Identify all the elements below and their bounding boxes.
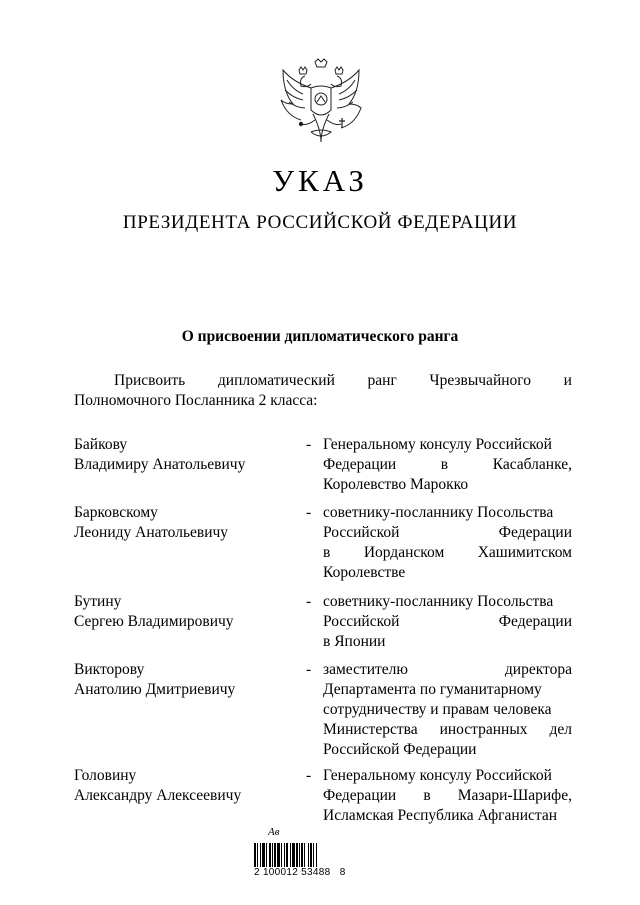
position-word: советнику-посланнику Посольства: [323, 504, 554, 521]
appointee-position: [323, 503, 572, 583]
position-line: [323, 435, 572, 455]
appointee-given-names: Леониду Анатольевичу: [74, 524, 229, 541]
position-word: сотрудничеству и правам человека: [323, 701, 552, 718]
appointee-name: [74, 503, 294, 543]
preamble: [74, 371, 572, 411]
position-line: [323, 563, 572, 583]
position-line: [323, 543, 572, 563]
appointee-surname: Барковскому: [74, 504, 158, 521]
appointee-given-names: Владимиру Анатольевичу: [74, 456, 246, 473]
position-word: Хашимитском: [477, 544, 572, 561]
position-line: [323, 700, 572, 720]
position-word: Министерства: [323, 721, 418, 738]
position-word: Российской Федерации: [323, 741, 477, 758]
position-word: в: [440, 456, 449, 473]
position-word: Генеральному консулу Российской: [323, 436, 552, 453]
position-word: в: [423, 787, 431, 804]
position-word: Иорданском: [363, 544, 445, 561]
position-word: Касабланке,: [492, 456, 572, 473]
document-heading: О присвоении дипломатического ранга: [181, 328, 459, 345]
position-word: Федерации: [498, 613, 572, 630]
preamble-word: дипломатический: [217, 372, 335, 389]
position-line: [323, 766, 572, 786]
position-word: иностранных: [439, 721, 528, 738]
position-word: Генеральному консулу Российской: [323, 767, 552, 784]
position-word: в: [323, 544, 331, 561]
position-word: Федерации: [498, 524, 572, 541]
position-word: дел: [549, 721, 572, 738]
appointee-position: [323, 435, 572, 495]
position-word: советнику-посланнику Посольства: [323, 593, 554, 610]
appointee-surname: Бутину: [74, 593, 122, 610]
appointee-name: [74, 660, 294, 700]
double-headed-eagle-emblem-icon: [279, 58, 363, 148]
decree-issuer: ПРЕЗИДЕНТА РОССИЙСКОЙ ФЕДЕРАЦИИ: [122, 212, 518, 233]
appointee-name: [74, 766, 294, 806]
appointee-name: [74, 592, 294, 632]
position-line: [323, 523, 572, 543]
appointee-given-names: Анатолию Дмитриевичу: [74, 681, 236, 698]
position-word: Российской: [323, 524, 400, 541]
position-word: Российской: [323, 613, 400, 630]
preamble-word: ранг: [367, 372, 397, 389]
position-line: [323, 720, 572, 740]
entry-dash: -: [306, 661, 312, 678]
entry-dash: -: [306, 593, 312, 610]
position-line: [323, 475, 572, 495]
preamble-line-1: [74, 371, 572, 391]
position-word: Исламская Республика Афганистан: [323, 807, 558, 824]
position-word: в Японии: [323, 633, 386, 650]
position-word: директора: [504, 661, 572, 678]
position-line: [323, 632, 572, 652]
position-word: Федерации: [323, 456, 397, 473]
position-word: заместителю: [323, 661, 408, 678]
position-word: Департамента по гуманитарному: [323, 681, 542, 698]
preamble-word: Присвоить: [114, 372, 186, 389]
position-line: [323, 503, 572, 523]
appointee-given-names: Сергею Владимировичу: [74, 613, 234, 630]
position-word: Королевстве: [323, 564, 406, 581]
position-line: [323, 806, 572, 826]
preamble-word: Чрезвычайного: [429, 372, 531, 389]
position-line: [323, 660, 572, 680]
barcode-icon: [254, 843, 344, 869]
initials-mark: Ав: [268, 826, 280, 838]
preamble-line-2: Полномочного Посланника 2 класса:: [74, 392, 318, 409]
entry-dash: -: [306, 767, 312, 784]
position-line: [323, 592, 572, 612]
appointee-position: [323, 660, 572, 760]
appointee-position: [323, 592, 572, 652]
position-line: [323, 680, 572, 700]
preamble-word: и: [563, 372, 572, 389]
entry-dash: -: [306, 504, 312, 521]
appointee-surname: Викторову: [74, 661, 145, 678]
position-word: Мазари-Шарифе,: [457, 787, 572, 804]
position-line: [323, 786, 572, 806]
position-line: [323, 740, 572, 760]
appointee-surname: Головину: [74, 767, 137, 784]
appointee-name: [74, 435, 294, 475]
position-line: [323, 612, 572, 632]
decree-title: УКАЗ: [272, 163, 368, 198]
barcode-number: 2 100012 53488 8: [254, 867, 346, 878]
appointee-given-names: Александру Алексеевичу: [74, 787, 242, 804]
appointee-position: [323, 766, 572, 826]
position-word: Королевство Марокко: [323, 476, 469, 493]
position-line: [323, 455, 572, 475]
position-word: Федерации: [323, 787, 397, 804]
entry-dash: -: [306, 436, 312, 453]
appointee-surname: Байкову: [74, 436, 128, 453]
